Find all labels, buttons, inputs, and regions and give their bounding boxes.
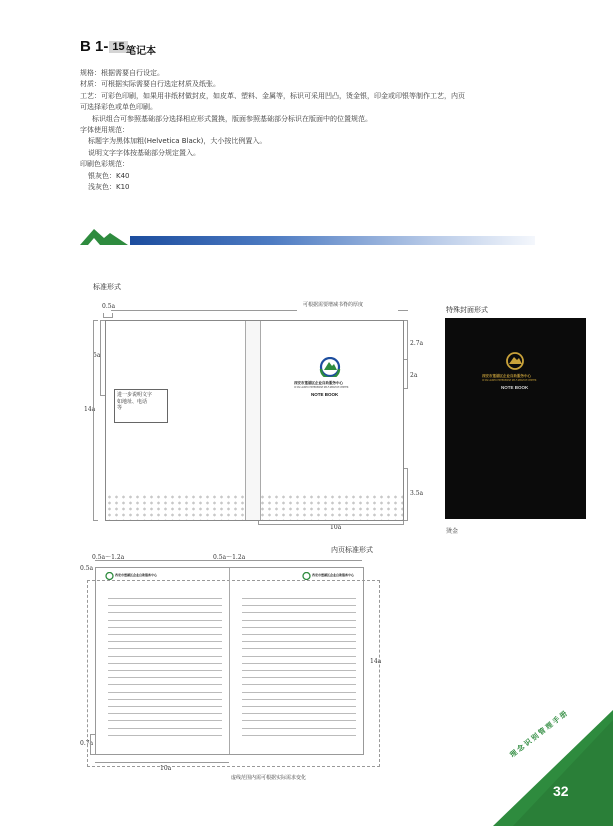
ruled-line — [242, 648, 356, 649]
ruled-line — [242, 641, 356, 642]
spec-line: 标题字为黑体加粗(Helvetica Black)，大小按比例置入。 — [88, 137, 267, 146]
ruled-line — [108, 670, 222, 671]
spec-line: 字体使用规范： — [80, 126, 129, 135]
company-name: 西安市莲湖区企业自助服务中心 — [482, 374, 531, 378]
page-fold — [229, 568, 230, 754]
ruled-line — [108, 735, 222, 736]
dim-label: 0.5a～1.2a — [92, 554, 125, 561]
logo-icon — [319, 357, 341, 377]
standard-form-label: 标准形式 — [93, 283, 121, 291]
spec-line: 工艺：可彩色印刷，如果用非纸材做封皮，如皮革、塑料、金属等，标识可采用凹凸，烫金银，印金或印银等制作工艺，内页 — [80, 91, 465, 100]
dim-bracket — [93, 320, 101, 521]
spec-line: 银灰色：K40 — [88, 171, 130, 180]
ruled-line — [108, 598, 222, 599]
notebook-cover-special — [445, 318, 586, 519]
ruled-line — [108, 720, 222, 721]
gold-logo-icon — [505, 352, 525, 370]
notebook-title: NOTE BOOK — [311, 392, 339, 397]
page-title: 笔记本 — [126, 46, 156, 57]
ruled-line — [242, 713, 356, 714]
ruled-line — [242, 728, 356, 729]
ruled-line — [108, 728, 222, 729]
ruled-line — [242, 699, 356, 700]
company-name: 西安市莲湖区企业自助服务中心 — [294, 381, 343, 385]
ruled-line — [242, 598, 356, 599]
ruled-line — [242, 605, 356, 606]
ruled-line — [242, 706, 356, 707]
ruled-line — [242, 663, 356, 664]
dim-line — [398, 310, 408, 311]
dim-label: 0.5a — [102, 303, 116, 310]
dim-label: 0.5a — [80, 565, 94, 572]
company-name-en: XI'AN LIANHU ENTERPRISE SELF-SERVICE CENTER — [482, 379, 537, 382]
dim-label: 5a — [93, 352, 101, 359]
ruled-line — [108, 706, 222, 707]
ruled-line — [108, 656, 222, 657]
dim-line — [95, 560, 362, 561]
ruled-line — [242, 692, 356, 693]
dim-label: 14a — [84, 406, 96, 413]
back-pattern — [106, 494, 245, 520]
inner-standard-label: 内页标准形式 — [331, 546, 373, 554]
spec-line: 说明文字字体按基础部分规定置入。 — [88, 148, 200, 157]
ruled-line — [242, 670, 356, 671]
special-cover-label: 特殊封面形式 — [446, 306, 488, 314]
ruled-line — [108, 620, 222, 621]
dim-label: 10a — [330, 524, 342, 531]
ruled-line — [108, 605, 222, 606]
ruled-line — [242, 620, 356, 621]
ruled-line — [108, 648, 222, 649]
ruled-line — [108, 692, 222, 693]
dim-label: 10a — [160, 765, 172, 772]
spec-line: 浅灰色：K10 — [88, 183, 130, 192]
section-number: 15 — [109, 41, 127, 53]
company-name-en: XI'AN LIANHU ENTERPRISE SELF-SERVICE CENTER — [294, 386, 349, 389]
dim-line — [111, 310, 297, 311]
ruled-line — [242, 735, 356, 736]
inner-note: 虚线范围内需可根据实际需求变化 — [231, 775, 307, 781]
front-pattern — [259, 494, 403, 520]
section-code-prefix: B 1- — [80, 38, 109, 55]
logo-icon — [105, 572, 114, 580]
company-name: 西安市莲湖区企业自助服务中心 — [312, 573, 355, 577]
ruled-line — [242, 656, 356, 657]
ruled-line — [242, 627, 356, 628]
spec-line: 规格：根据需要自行设定。 — [80, 69, 164, 77]
ruled-line — [108, 634, 222, 635]
dim-label: 3.5a — [410, 490, 424, 497]
manual-title: 理念识别管理手册 — [508, 708, 571, 760]
page-number: 32 — [553, 783, 569, 799]
dim-label: 14a — [370, 658, 382, 665]
ruled-line — [242, 612, 356, 613]
ruled-line — [108, 641, 222, 642]
ruled-line — [242, 677, 356, 678]
ruled-line — [108, 699, 222, 700]
ruled-line — [108, 627, 222, 628]
spec-text — [80, 68, 550, 193]
spec-line: 标识组合可参照基础部分选择相应形式置换，版面参照基础部分标识在版面中的位置规范。 — [92, 114, 372, 123]
ruled-line — [108, 677, 222, 678]
notebook-cover-standard — [105, 320, 404, 521]
address-box: 进一步说明文字 如地址、电话 等 — [114, 389, 168, 423]
spec-line: 可选择彩色或单色印刷。 — [80, 103, 157, 112]
dim-label: 2a — [410, 372, 418, 379]
dim-bracket — [258, 521, 404, 525]
dim-label: 0.7a — [80, 740, 94, 747]
spec-line: 材质：可根据实际需要自行选定材质及纸张。 — [80, 80, 220, 89]
section-code — [80, 38, 128, 55]
logo-icon — [302, 572, 311, 580]
ruled-line — [108, 663, 222, 664]
ruled-line — [242, 684, 356, 685]
ruled-line — [108, 684, 222, 685]
gilding-label: 烫金 — [446, 528, 459, 535]
cover-spine — [245, 321, 261, 520]
ruled-line — [108, 612, 222, 613]
notebook-inner-page — [95, 567, 364, 755]
ruled-line — [242, 720, 356, 721]
dim-label: 2.7a — [410, 340, 424, 347]
section-divider-bar — [130, 236, 535, 245]
dim-bracket — [103, 313, 113, 318]
notebook-title: NOTE BOOK — [501, 385, 529, 390]
company-name: 西安市莲湖区企业自助服务中心 — [115, 573, 158, 577]
dim-label: 0.5a～1.2a — [213, 554, 246, 561]
spine-note: 可根据需要增减书脊的厚度 — [303, 302, 364, 308]
green-peak-icon — [80, 226, 130, 246]
ruled-line — [242, 634, 356, 635]
ruled-line — [108, 713, 222, 714]
spec-line: 印刷色彩规范： — [80, 160, 129, 169]
